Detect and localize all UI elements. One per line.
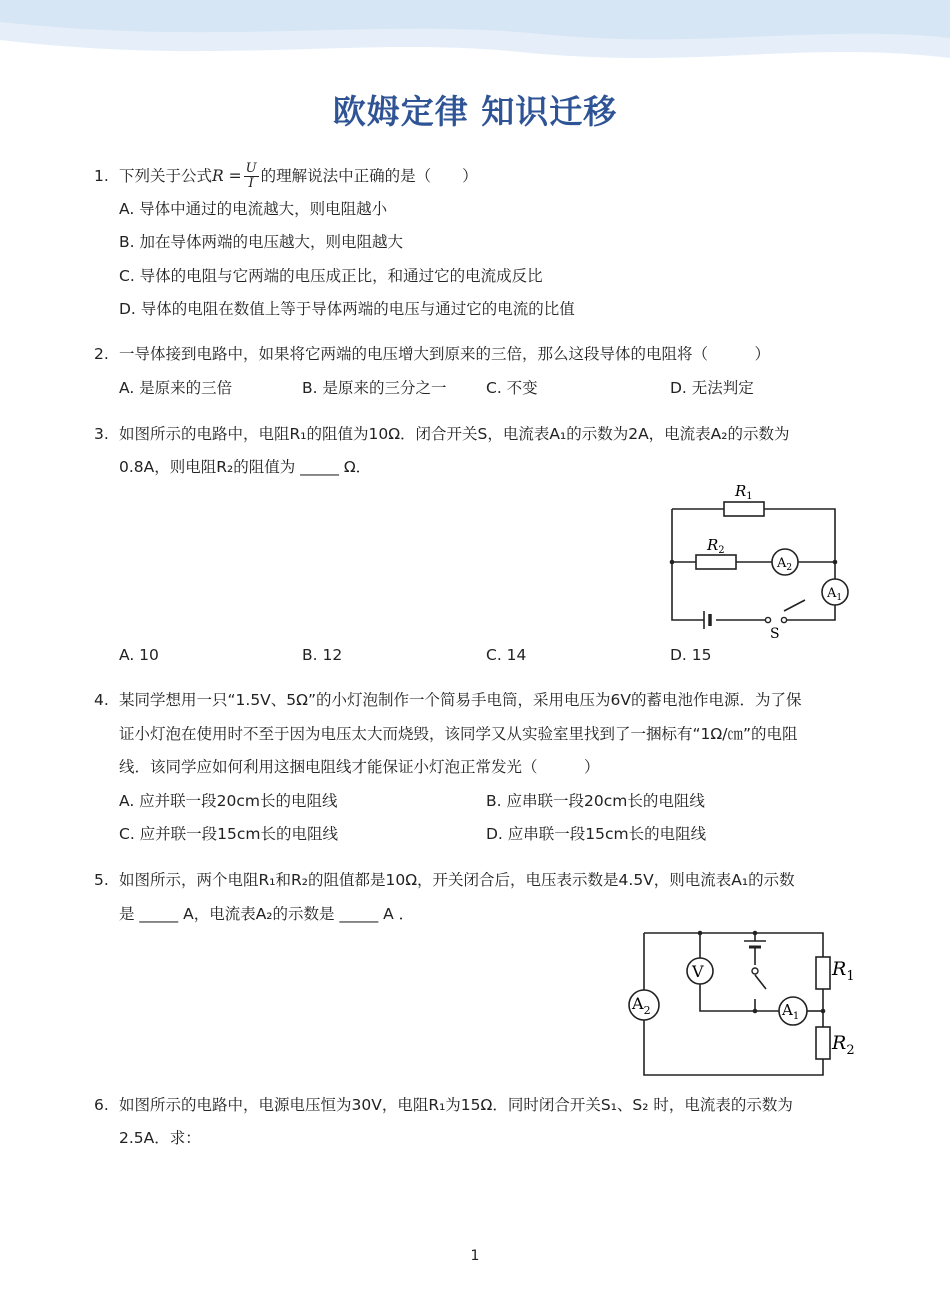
option-a[interactable]: A. 是原来的三倍 xyxy=(119,379,233,397)
question-stem: 一导体接到电路中，如果将它两端的电压增大到原来的三倍，那么这段导体的电阻将（ ） xyxy=(119,345,771,363)
question-stem-line-1: 如图所示的电路中，电源电压恒为30V，电阻R₁为15Ω．同时闭合开关S₁、S₂ 时，电流表的示数为 xyxy=(119,1096,793,1114)
question-number: 5. xyxy=(94,871,109,889)
label-r1: $R_1$ xyxy=(832,958,855,984)
option-d[interactable]: D. 无法判定 xyxy=(670,379,754,397)
page-number: 1 xyxy=(470,1248,480,1264)
question-number: 4. xyxy=(94,691,109,709)
option-b[interactable]: B. 是原来的三分之一 xyxy=(302,379,447,397)
label-r2: $R_2$ xyxy=(832,1032,855,1058)
option-b[interactable]: B. 12 xyxy=(302,646,343,664)
question-stem-line-1: 如图所示的电路中，电阻R₁的阻值为10Ω．闭合开关S，电流表A₁的示数为2A，电流表A₂的示数为 xyxy=(119,425,790,443)
page-title: 欧姆定律 知识迁移 xyxy=(332,92,618,131)
option-c[interactable]: C. 应并联一段15cm长的电阻线 xyxy=(119,825,339,843)
question-stem xyxy=(119,160,478,192)
option-b[interactable]: B. 应串联一段20cm长的电阻线 xyxy=(486,792,705,810)
resistor-r1-symbol xyxy=(816,957,830,989)
option-c[interactable]: C. 导体的电阻与它两端的电压成正比，和通过它的电流成反比 xyxy=(119,267,543,285)
label-switch-s: S xyxy=(770,626,780,642)
question-number: 1. xyxy=(94,167,109,185)
option-d[interactable]: D. 导体的电阻在数值上等于导体两端的电压与通过它的电流的比值 xyxy=(119,300,575,318)
question-stem-line-3: 线．该同学应如何利用这捆电阻线才能保证小灯泡正常发光（ ） xyxy=(119,758,600,776)
option-d[interactable]: D. 应串联一段15cm长的电阻线 xyxy=(486,825,707,843)
resistor-r2-symbol xyxy=(816,1027,830,1059)
option-a[interactable]: A. 10 xyxy=(119,646,159,664)
switch-pivot xyxy=(765,617,770,622)
resistor-r2-symbol xyxy=(696,555,736,569)
stem-text-a: 下列关于公式 xyxy=(119,167,213,185)
question-number: 3. xyxy=(94,425,109,443)
label-a1: $A_1$ xyxy=(782,1001,800,1022)
option-a[interactable]: A. 导体中通过的电流越大，则电阻越小 xyxy=(119,200,388,218)
formula-denominator: I xyxy=(248,176,254,191)
label-a2: $A_2$ xyxy=(632,994,651,1017)
option-d[interactable]: D. 15 xyxy=(670,646,712,664)
formula-fraction xyxy=(244,162,259,191)
question-stem-line-2: 证小灯泡在使用时不至于因为电压太大而烧毁，该同学又从实验室里找到了一捆标有“1Ω/㎝”的电阻 xyxy=(119,725,798,743)
option-a[interactable]: A. 应并联一段20cm长的电阻线 xyxy=(119,792,338,810)
question-stem-line-2: 2.5A．求： xyxy=(119,1129,201,1147)
question-stem-line-1: 如图所示，两个电阻R₁和R₂的阻值都是10Ω，开关闭合后，电压表示数是4.5V，则电流表A₁的示数 xyxy=(119,871,795,889)
formula-numerator: U xyxy=(245,161,257,176)
switch-pivot xyxy=(752,968,758,974)
option-c[interactable]: C. 14 xyxy=(486,646,527,664)
circuit-diagram-q5 xyxy=(620,925,860,1085)
header-wave-decoration xyxy=(0,0,950,70)
question-number: 6. xyxy=(94,1096,109,1114)
label-a1: $A_1$ xyxy=(827,586,843,603)
question-stem-line-1: 某同学想用一只“1.5V、5Ω”的小灯泡制作一个简易手电筒，采用电压为6V的蓄电池作电源．为了保 xyxy=(119,691,802,709)
stem-text-b: 的理解说法中正确的是（ ） xyxy=(260,167,478,185)
resistor-r1-symbol xyxy=(724,502,764,516)
option-b[interactable]: B. 加在导体两端的电压越大，则电阻越大 xyxy=(119,233,403,251)
label-r1: $R_1$ xyxy=(735,482,753,502)
question-stem-line-2: 0.8A，则电阻R₂的阻值为 _____ Ω． xyxy=(119,458,372,476)
label-a2: $A_2$ xyxy=(777,556,793,573)
question-number: 2. xyxy=(94,345,109,363)
label-r2: $R_2$ xyxy=(707,536,725,556)
label-v: V xyxy=(692,962,704,981)
question-stem-line-2: 是 _____ A，电流表A₂的示数是 _____ A ． xyxy=(119,905,415,923)
circuit-diagram-q3 xyxy=(660,480,860,645)
option-c[interactable]: C. 不变 xyxy=(486,379,538,397)
formula-lhs: R = xyxy=(212,167,242,185)
